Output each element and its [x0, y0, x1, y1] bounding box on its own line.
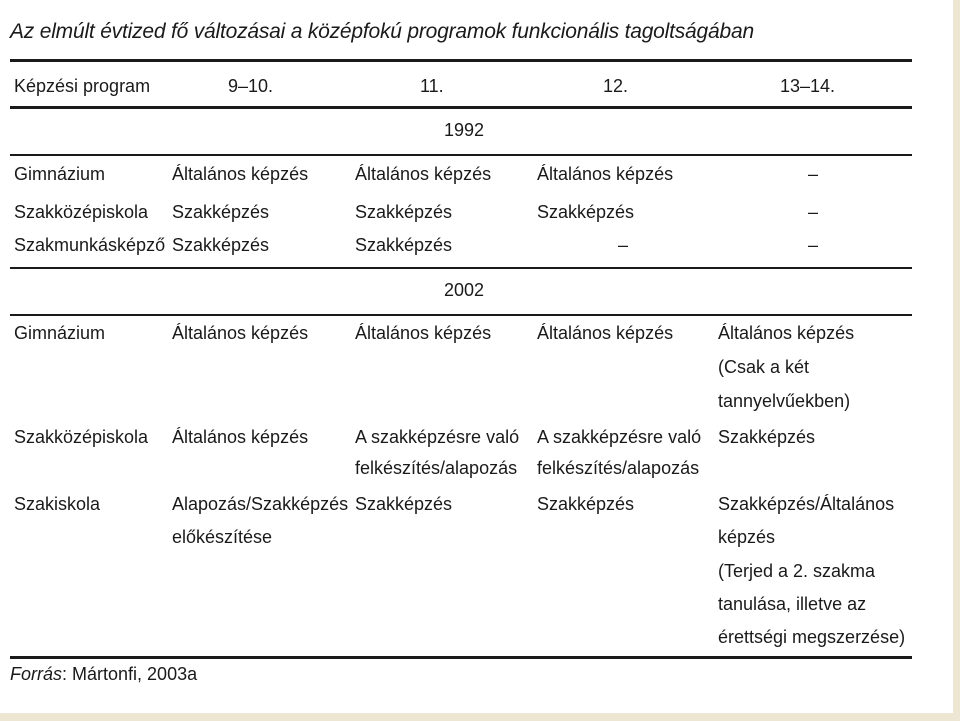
- cell-11: Szakképzés: [355, 202, 453, 222]
- row-program: Szakiskola: [14, 494, 101, 514]
- row-program: Szakmunkásképző: [14, 235, 166, 255]
- cell-13-14: Általános képzés: [718, 323, 855, 343]
- cell-12: Szakképzés: [537, 494, 635, 514]
- cell-11: Általános képzés: [355, 164, 492, 184]
- header-grade-13-14: 13–14.: [780, 76, 836, 96]
- table-bottom-rule: [10, 656, 912, 659]
- cell-13-14: Szakképzés/Általános: [718, 494, 895, 514]
- cell-12: Szakképzés: [537, 202, 635, 222]
- cell-12: –: [618, 235, 629, 255]
- cell-12: Általános képzés: [537, 164, 674, 184]
- row-program: Szakközépiskola: [14, 202, 149, 222]
- section-2002-top-rule: [10, 267, 912, 269]
- cell-12: Általános képzés: [537, 323, 674, 343]
- cell-9-10: Szakképzés: [172, 235, 270, 255]
- cell-9-10: Általános képzés: [172, 164, 309, 184]
- cell-13-14-line: tanulása, illetve az: [718, 594, 867, 614]
- cell-11: Szakképzés: [355, 235, 453, 255]
- cell-13-14: –: [808, 164, 819, 184]
- cell-12-line: felkészítés/alapozás: [537, 458, 700, 478]
- cell-11: Szakképzés: [355, 494, 453, 514]
- header-program: Képzési program: [14, 76, 151, 96]
- cell-9-10-line: előkészítése: [172, 527, 273, 547]
- cell-9-10: Általános képzés: [172, 427, 309, 447]
- header-bottom-rule: [10, 106, 912, 109]
- cell-13-14: –: [808, 202, 819, 222]
- cell-11: A szakképzésre való: [355, 427, 520, 447]
- cell-13-14: Szakképzés: [718, 427, 816, 447]
- header-grade-11: 11.: [420, 76, 444, 96]
- cell-13-14: –: [808, 235, 819, 255]
- header-grade-9-10: 9–10.: [228, 76, 274, 96]
- cell-11: Általános képzés: [355, 323, 492, 343]
- cell-9-10: Alapozás/Szakképzés: [172, 494, 349, 514]
- cell-13-14-line: képzés: [718, 527, 776, 547]
- cell-11-line: felkészítés/alapozás: [355, 458, 518, 478]
- cell-13-14-line: érettségi megszerzése): [718, 627, 906, 647]
- cell-13-14-line: tannyelvűekben): [718, 391, 851, 411]
- source-label: Forrás: [10, 664, 63, 684]
- cell-13-14-line: (Terjed a 2. szakma: [718, 561, 876, 581]
- table-top-rule: [10, 59, 912, 62]
- section-1992-rule: [10, 154, 912, 156]
- header-grade-12: 12.: [603, 76, 629, 96]
- section-year-1992: 1992: [444, 120, 485, 140]
- source-note: [10, 664, 197, 685]
- section-2002-rule: [10, 314, 912, 316]
- row-program: Szakközépiskola: [14, 427, 149, 447]
- cell-9-10: Általános képzés: [172, 323, 309, 343]
- section-year-2002: 2002: [444, 280, 485, 300]
- table-title: Az elmúlt évtized fő változásai a középfokú programok funkcionális tagoltságában: [10, 20, 754, 43]
- cell-13-14-line: (Csak a két: [718, 357, 810, 377]
- cell-12: A szakképzésre való: [537, 427, 702, 447]
- page-edge-right: [953, 0, 960, 721]
- row-program: Gimnázium: [14, 164, 106, 184]
- page-edge-bottom: [0, 713, 960, 721]
- cell-9-10: Szakképzés: [172, 202, 270, 222]
- row-program: Gimnázium: [14, 323, 106, 343]
- source-text: : Mártonfi, 2003a: [62, 664, 198, 684]
